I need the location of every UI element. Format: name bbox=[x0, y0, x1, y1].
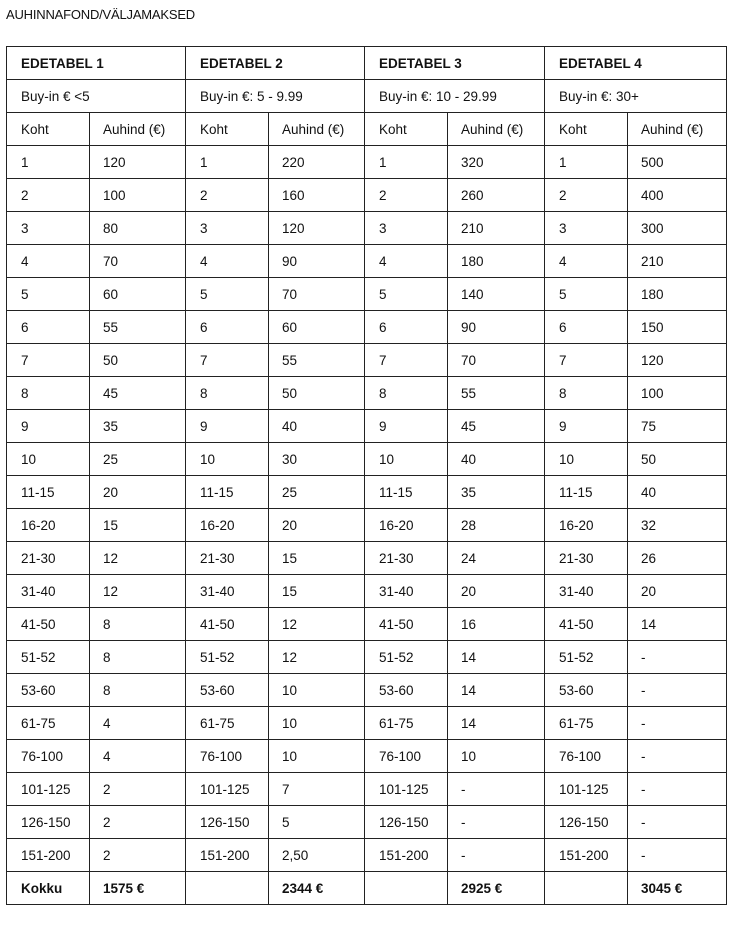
place-cell: 41-50 bbox=[186, 608, 269, 641]
place-cell: 2 bbox=[7, 179, 90, 212]
table-row bbox=[7, 146, 727, 179]
column-header-place: Koht bbox=[365, 113, 448, 146]
place-cell: 4 bbox=[186, 245, 269, 278]
place-cell: 5 bbox=[186, 278, 269, 311]
buyin-label: Buy-in €: 5 - 9.99 bbox=[186, 80, 365, 113]
prize-cell: 15 bbox=[269, 575, 365, 608]
table-row bbox=[7, 806, 727, 839]
table-row bbox=[7, 641, 727, 674]
place-cell: 7 bbox=[365, 344, 448, 377]
prize-cell: 75 bbox=[628, 410, 727, 443]
place-cell: 3 bbox=[365, 212, 448, 245]
prize-cell: 28 bbox=[448, 509, 545, 542]
table-row bbox=[7, 575, 727, 608]
prize-cell: 500 bbox=[628, 146, 727, 179]
prize-cell: 4 bbox=[90, 740, 186, 773]
place-cell: 10 bbox=[7, 443, 90, 476]
prize-cell: 160 bbox=[269, 179, 365, 212]
prize-cell: 55 bbox=[269, 344, 365, 377]
place-cell: 53-60 bbox=[7, 674, 90, 707]
place-cell: 6 bbox=[186, 311, 269, 344]
total-label bbox=[365, 872, 448, 905]
place-cell: 9 bbox=[365, 410, 448, 443]
prize-cell: 100 bbox=[90, 179, 186, 212]
prize-cell: 40 bbox=[628, 476, 727, 509]
place-cell: 76-100 bbox=[545, 740, 628, 773]
prize-cell: 14 bbox=[448, 641, 545, 674]
prize-cell: 20 bbox=[269, 509, 365, 542]
prize-cell: 50 bbox=[628, 443, 727, 476]
buyin-label: Buy-in €: 10 - 29.99 bbox=[365, 80, 545, 113]
prize-cell: - bbox=[448, 839, 545, 872]
place-cell: 4 bbox=[7, 245, 90, 278]
place-cell: 3 bbox=[545, 212, 628, 245]
table-row bbox=[7, 608, 727, 641]
prize-cell: 15 bbox=[90, 509, 186, 542]
place-cell: 51-52 bbox=[365, 641, 448, 674]
table-row bbox=[7, 245, 727, 278]
table-row bbox=[7, 476, 727, 509]
buyin-label: Buy-in €: 30+ bbox=[545, 80, 727, 113]
prize-cell: 55 bbox=[448, 377, 545, 410]
place-cell: 1 bbox=[545, 146, 628, 179]
place-cell: 151-200 bbox=[545, 839, 628, 872]
prize-cell: 50 bbox=[269, 377, 365, 410]
total-value: 3045 € bbox=[628, 872, 727, 905]
column-header-prize: Auhind (€) bbox=[628, 113, 727, 146]
prize-cell: - bbox=[628, 641, 727, 674]
prize-cell: 100 bbox=[628, 377, 727, 410]
leaderboard-name: EDETABEL 1 bbox=[7, 47, 186, 80]
prize-cell: 210 bbox=[628, 245, 727, 278]
prize-cell: 35 bbox=[90, 410, 186, 443]
table-row bbox=[7, 377, 727, 410]
prize-cell: 12 bbox=[269, 641, 365, 674]
place-cell: 31-40 bbox=[365, 575, 448, 608]
table-row bbox=[7, 674, 727, 707]
place-cell: 1 bbox=[365, 146, 448, 179]
column-header-place: Koht bbox=[186, 113, 269, 146]
place-cell: 2 bbox=[545, 179, 628, 212]
table-row bbox=[7, 839, 727, 872]
prize-cell: 90 bbox=[448, 311, 545, 344]
table-row bbox=[7, 773, 727, 806]
place-cell: 21-30 bbox=[186, 542, 269, 575]
prize-cell: 14 bbox=[448, 674, 545, 707]
payout-table-body bbox=[7, 47, 727, 905]
prize-cell: 45 bbox=[90, 377, 186, 410]
prize-cell: 80 bbox=[90, 212, 186, 245]
buyin-row bbox=[7, 80, 727, 113]
table-row bbox=[7, 212, 727, 245]
prize-cell: 20 bbox=[628, 575, 727, 608]
prize-cell: 30 bbox=[269, 443, 365, 476]
place-cell: 101-125 bbox=[365, 773, 448, 806]
place-cell: 31-40 bbox=[7, 575, 90, 608]
place-cell: 5 bbox=[7, 278, 90, 311]
prize-cell: 15 bbox=[269, 542, 365, 575]
place-cell: 11-15 bbox=[186, 476, 269, 509]
prize-cell: 26 bbox=[628, 542, 727, 575]
prize-cell: - bbox=[628, 773, 727, 806]
place-cell: 21-30 bbox=[7, 542, 90, 575]
place-cell: 7 bbox=[545, 344, 628, 377]
prize-cell: 35 bbox=[448, 476, 545, 509]
table-row bbox=[7, 410, 727, 443]
place-cell: 9 bbox=[7, 410, 90, 443]
place-cell: 3 bbox=[186, 212, 269, 245]
prize-cell: 8 bbox=[90, 641, 186, 674]
column-header-prize: Auhind (€) bbox=[90, 113, 186, 146]
place-cell: 7 bbox=[186, 344, 269, 377]
prize-cell: 20 bbox=[90, 476, 186, 509]
place-cell: 8 bbox=[7, 377, 90, 410]
total-value: 2925 € bbox=[448, 872, 545, 905]
prize-cell: 180 bbox=[448, 245, 545, 278]
prize-cell: 8 bbox=[90, 674, 186, 707]
prize-cell: 14 bbox=[628, 608, 727, 641]
place-cell: 126-150 bbox=[365, 806, 448, 839]
prize-cell: 210 bbox=[448, 212, 545, 245]
page-title: AUHINNAFOND/VÄLJAMAKSED bbox=[6, 7, 195, 22]
prize-cell: 10 bbox=[269, 740, 365, 773]
place-cell: 76-100 bbox=[186, 740, 269, 773]
leaderboard-name: EDETABEL 4 bbox=[545, 47, 727, 80]
prize-cell: 2 bbox=[90, 806, 186, 839]
place-cell: 41-50 bbox=[7, 608, 90, 641]
prize-cell: 50 bbox=[90, 344, 186, 377]
place-cell: 16-20 bbox=[186, 509, 269, 542]
prize-cell: 60 bbox=[269, 311, 365, 344]
table-row bbox=[7, 344, 727, 377]
prize-cell: 90 bbox=[269, 245, 365, 278]
prize-cell: 120 bbox=[90, 146, 186, 179]
prize-cell: 120 bbox=[628, 344, 727, 377]
place-cell: 31-40 bbox=[186, 575, 269, 608]
table-row bbox=[7, 740, 727, 773]
place-cell: 4 bbox=[545, 245, 628, 278]
prize-cell: 12 bbox=[90, 575, 186, 608]
leaderboard-name: EDETABEL 3 bbox=[365, 47, 545, 80]
leaderboard-name: EDETABEL 2 bbox=[186, 47, 365, 80]
prize-cell: 25 bbox=[269, 476, 365, 509]
place-cell: 41-50 bbox=[365, 608, 448, 641]
prize-cell: 260 bbox=[448, 179, 545, 212]
place-cell: 101-125 bbox=[186, 773, 269, 806]
prize-cell: 2 bbox=[90, 773, 186, 806]
column-header-place: Koht bbox=[545, 113, 628, 146]
place-cell: 53-60 bbox=[365, 674, 448, 707]
place-cell: 9 bbox=[186, 410, 269, 443]
prize-cell: - bbox=[448, 806, 545, 839]
prize-cell: - bbox=[628, 674, 727, 707]
table-row bbox=[7, 707, 727, 740]
place-cell: 8 bbox=[186, 377, 269, 410]
prize-cell: 2,50 bbox=[269, 839, 365, 872]
place-cell: 6 bbox=[365, 311, 448, 344]
place-cell: 2 bbox=[186, 179, 269, 212]
place-cell: 16-20 bbox=[545, 509, 628, 542]
prize-cell: 300 bbox=[628, 212, 727, 245]
place-cell: 5 bbox=[545, 278, 628, 311]
prize-cell: 32 bbox=[628, 509, 727, 542]
place-cell: 11-15 bbox=[7, 476, 90, 509]
place-cell: 151-200 bbox=[7, 839, 90, 872]
prize-cell: 8 bbox=[90, 608, 186, 641]
prize-cell: - bbox=[628, 707, 727, 740]
place-cell: 8 bbox=[545, 377, 628, 410]
prize-cell: 12 bbox=[269, 608, 365, 641]
prize-cell: 12 bbox=[90, 542, 186, 575]
table-row bbox=[7, 542, 727, 575]
prize-cell: 70 bbox=[269, 278, 365, 311]
column-header-place: Koht bbox=[7, 113, 90, 146]
place-cell: 126-150 bbox=[186, 806, 269, 839]
prize-cell: 14 bbox=[448, 707, 545, 740]
total-label bbox=[186, 872, 269, 905]
prize-cell: 24 bbox=[448, 542, 545, 575]
place-cell: 41-50 bbox=[545, 608, 628, 641]
prize-cell: - bbox=[628, 839, 727, 872]
place-cell: 51-52 bbox=[545, 641, 628, 674]
place-cell: 16-20 bbox=[365, 509, 448, 542]
prize-cell: 7 bbox=[269, 773, 365, 806]
prize-cell: - bbox=[448, 773, 545, 806]
prize-cell: 60 bbox=[90, 278, 186, 311]
place-cell: 76-100 bbox=[7, 740, 90, 773]
place-cell: 1 bbox=[186, 146, 269, 179]
place-cell: 151-200 bbox=[365, 839, 448, 872]
place-cell: 76-100 bbox=[365, 740, 448, 773]
table-row bbox=[7, 278, 727, 311]
place-cell: 7 bbox=[7, 344, 90, 377]
total-value: 1575 € bbox=[90, 872, 186, 905]
place-cell: 51-52 bbox=[186, 641, 269, 674]
payout-table bbox=[6, 46, 727, 905]
prize-cell: 4 bbox=[90, 707, 186, 740]
prize-cell: - bbox=[628, 740, 727, 773]
prize-cell: 180 bbox=[628, 278, 727, 311]
place-cell: 61-75 bbox=[7, 707, 90, 740]
place-cell: 61-75 bbox=[186, 707, 269, 740]
place-cell: 11-15 bbox=[365, 476, 448, 509]
place-cell: 53-60 bbox=[545, 674, 628, 707]
place-cell: 8 bbox=[365, 377, 448, 410]
prize-cell: 55 bbox=[90, 311, 186, 344]
prize-cell: - bbox=[628, 806, 727, 839]
total-row bbox=[7, 872, 727, 905]
place-cell: 5 bbox=[365, 278, 448, 311]
place-cell: 61-75 bbox=[545, 707, 628, 740]
prize-cell: 320 bbox=[448, 146, 545, 179]
table-row bbox=[7, 311, 727, 344]
prize-cell: 45 bbox=[448, 410, 545, 443]
place-cell: 6 bbox=[7, 311, 90, 344]
prize-cell: 70 bbox=[448, 344, 545, 377]
prize-cell: 10 bbox=[269, 674, 365, 707]
prize-cell: 5 bbox=[269, 806, 365, 839]
leaderboard-name-row bbox=[7, 47, 727, 80]
prize-cell: 140 bbox=[448, 278, 545, 311]
place-cell: 10 bbox=[186, 443, 269, 476]
total-label: Kokku bbox=[7, 872, 90, 905]
place-cell: 16-20 bbox=[7, 509, 90, 542]
place-cell: 9 bbox=[545, 410, 628, 443]
place-cell: 101-125 bbox=[7, 773, 90, 806]
place-cell: 31-40 bbox=[545, 575, 628, 608]
place-cell: 6 bbox=[545, 311, 628, 344]
column-header-prize: Auhind (€) bbox=[269, 113, 365, 146]
prize-cell: 10 bbox=[448, 740, 545, 773]
place-cell: 10 bbox=[365, 443, 448, 476]
place-cell: 21-30 bbox=[545, 542, 628, 575]
prize-cell: 150 bbox=[628, 311, 727, 344]
table-row bbox=[7, 179, 727, 212]
place-cell: 51-52 bbox=[7, 641, 90, 674]
column-header-prize: Auhind (€) bbox=[448, 113, 545, 146]
place-cell: 53-60 bbox=[186, 674, 269, 707]
prize-cell: 20 bbox=[448, 575, 545, 608]
column-header-row bbox=[7, 113, 727, 146]
total-label bbox=[545, 872, 628, 905]
prize-cell: 120 bbox=[269, 212, 365, 245]
table-row bbox=[7, 509, 727, 542]
place-cell: 61-75 bbox=[365, 707, 448, 740]
buyin-label: Buy-in € <5 bbox=[7, 80, 186, 113]
place-cell: 21-30 bbox=[365, 542, 448, 575]
place-cell: 4 bbox=[365, 245, 448, 278]
place-cell: 151-200 bbox=[186, 839, 269, 872]
place-cell: 3 bbox=[7, 212, 90, 245]
prize-cell: 220 bbox=[269, 146, 365, 179]
table-row bbox=[7, 443, 727, 476]
place-cell: 10 bbox=[545, 443, 628, 476]
prize-cell: 16 bbox=[448, 608, 545, 641]
total-value: 2344 € bbox=[269, 872, 365, 905]
place-cell: 126-150 bbox=[545, 806, 628, 839]
prize-cell: 40 bbox=[269, 410, 365, 443]
place-cell: 11-15 bbox=[545, 476, 628, 509]
prize-cell: 10 bbox=[269, 707, 365, 740]
prize-cell: 25 bbox=[90, 443, 186, 476]
place-cell: 2 bbox=[365, 179, 448, 212]
place-cell: 101-125 bbox=[545, 773, 628, 806]
place-cell: 126-150 bbox=[7, 806, 90, 839]
prize-cell: 40 bbox=[448, 443, 545, 476]
prize-cell: 2 bbox=[90, 839, 186, 872]
place-cell: 1 bbox=[7, 146, 90, 179]
prize-cell: 400 bbox=[628, 179, 727, 212]
prize-cell: 70 bbox=[90, 245, 186, 278]
